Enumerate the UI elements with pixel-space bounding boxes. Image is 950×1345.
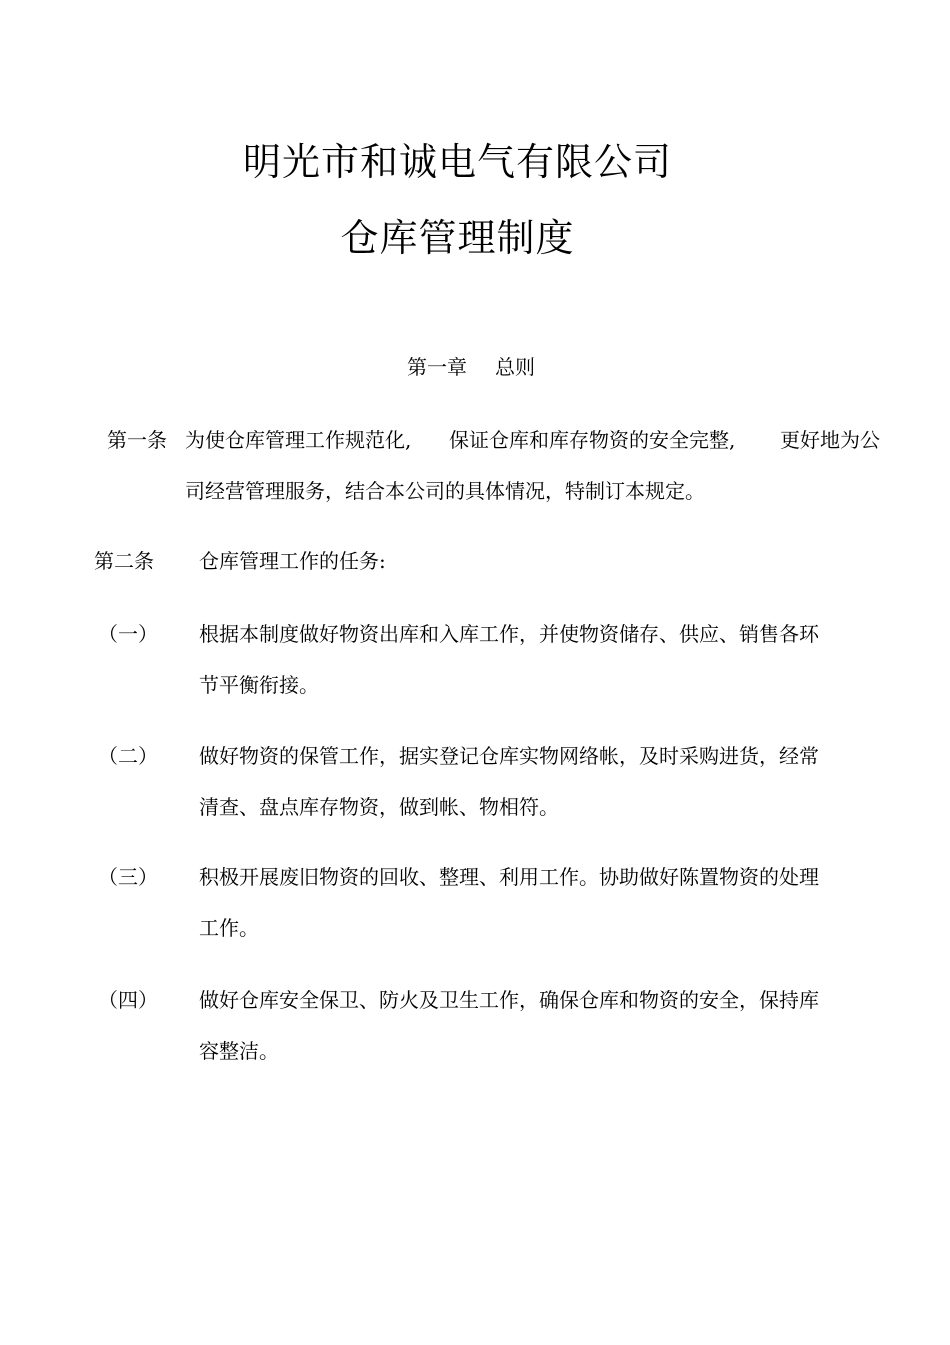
article-1-line-1a: 为使仓库管理工作规范化, bbox=[185, 428, 412, 452]
item-1-line-2: 节平衡衔接。 bbox=[199, 673, 319, 697]
article-2-text: 仓库管理工作的任务: bbox=[199, 549, 386, 573]
item-3-line-2: 工作。 bbox=[199, 916, 259, 940]
company-title: 明光市和诚电气有限公司 bbox=[242, 140, 672, 184]
chapter-heading bbox=[407, 354, 535, 380]
chapter-number: 第一章 bbox=[407, 355, 467, 379]
item-4-line-1: 做好仓库安全保卫、防火及卫生工作，确保仓库和物资的安全，保持库 bbox=[199, 988, 819, 1012]
chapter-name: 总则 bbox=[495, 355, 535, 379]
article-1-line-1c: 更好地为公 bbox=[780, 428, 880, 452]
item-1-marker: （一） bbox=[98, 622, 158, 646]
item-2-line-1: 做好物资的保管工作，据实登记仓库实物网络帐，及时采购进货，经常 bbox=[199, 744, 819, 768]
item-2-line-2: 清查、盘点库存物资，做到帐、物相符。 bbox=[199, 795, 559, 819]
item-4-line-2: 容整洁。 bbox=[199, 1039, 279, 1063]
article-1-label: 第一条 bbox=[107, 428, 167, 452]
article-1-line-1b: 保证仓库和库存物资的安全完整, bbox=[449, 428, 736, 452]
item-2-marker: （二） bbox=[98, 744, 158, 768]
article-1-line-2: 司经营管理服务，结合本公司的具体情况，特制订本规定。 bbox=[185, 479, 705, 503]
document-title: 仓库管理制度 bbox=[340, 216, 575, 260]
item-1-line-1: 根据本制度做好物资出库和入库工作，并使物资储存、供应、销售各环 bbox=[199, 622, 819, 646]
item-3-line-1: 积极开展废旧物资的回收、整理、利用工作。协助做好陈置物资的处理 bbox=[199, 865, 819, 889]
item-3-marker: （三） bbox=[98, 865, 158, 889]
item-4-marker: （四） bbox=[98, 988, 158, 1012]
article-2-label: 第二条 bbox=[94, 549, 154, 573]
